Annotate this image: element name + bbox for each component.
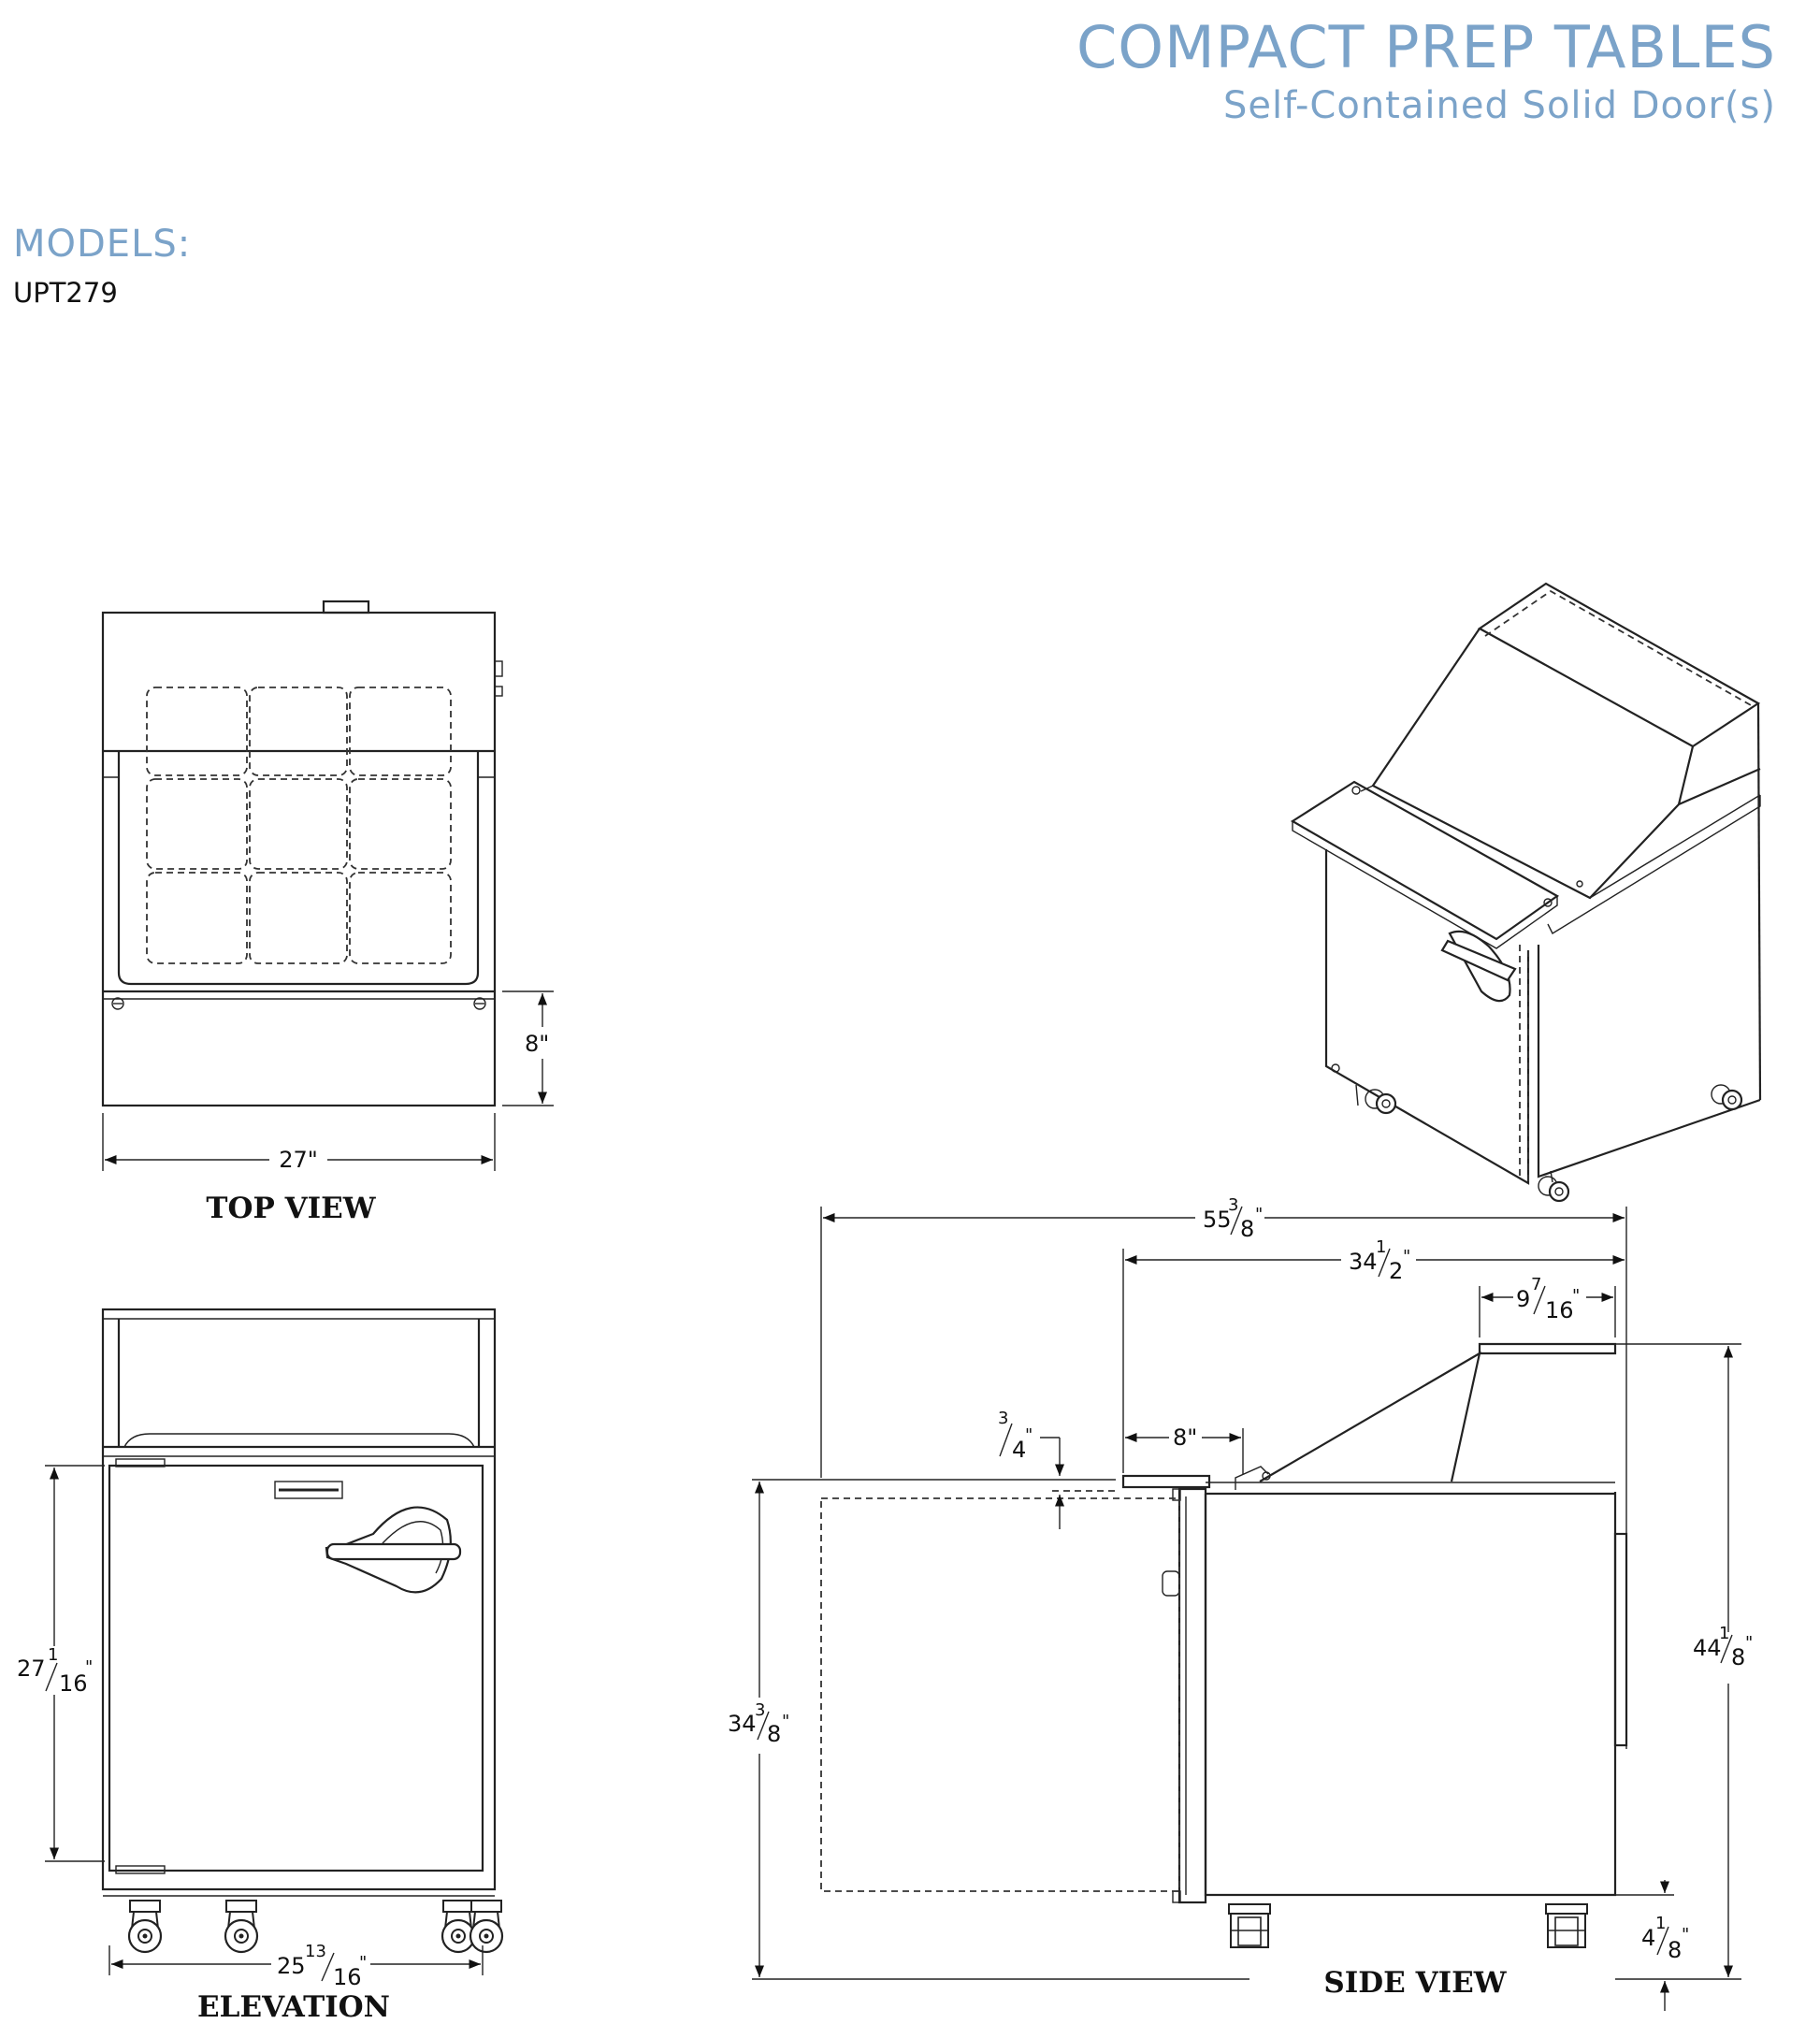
dim-side-total-depth-unit: " xyxy=(1255,1205,1264,1224)
dim-elev-width-den: 16 xyxy=(333,1964,362,1990)
dim-side-total-depth-whole: 55 xyxy=(1203,1207,1232,1233)
side-view-caption: SIDE VIEW xyxy=(1323,1966,1507,2000)
dim-elev-width-unit: " xyxy=(359,1953,368,1973)
dim-top-width xyxy=(103,1113,495,1173)
dim-side-total-height xyxy=(1615,1344,1753,1979)
dim-label-side-board-depth: 8" xyxy=(1173,1424,1198,1451)
dim-side-total-height-unit: " xyxy=(1745,1633,1754,1653)
dim-side-total-height-whole: 44 xyxy=(1693,1635,1722,1661)
elevation-caption: ELEVATION xyxy=(197,1990,390,2024)
dim-elev-door-height-num: 1 xyxy=(48,1645,59,1665)
dim-side-board-depth xyxy=(1125,1424,1243,1474)
dim-label-top-depth: 8" xyxy=(525,1031,550,1057)
dim-side-total-height-num: 1 xyxy=(1719,1624,1730,1643)
model-number: UPT279 xyxy=(13,277,118,309)
dim-side-top-depth-unit: " xyxy=(1572,1286,1581,1306)
page-title: COMPACT PREP TABLES xyxy=(1076,13,1776,81)
models-label: MODELS: xyxy=(13,223,192,266)
dim-side-work-height xyxy=(728,1482,1249,1979)
dim-elev-door-height-unit: " xyxy=(85,1657,94,1677)
dim-side-total-depth-num: 3 xyxy=(1228,1195,1239,1215)
dim-elev-width-num: 13 xyxy=(305,1942,326,1961)
dim-top-depth xyxy=(502,991,554,1106)
dim-side-body-depth xyxy=(1123,1237,1625,1473)
dim-side-top-depth xyxy=(1480,1275,1615,1337)
dim-side-board-thick-den: 4 xyxy=(1012,1437,1027,1463)
dim-side-caster-height xyxy=(1590,1880,1689,2011)
dim-elev-width xyxy=(109,1942,483,1990)
dim-side-total-depth-den: 8 xyxy=(1240,1216,1255,1242)
dim-side-body-depth-unit: " xyxy=(1403,1247,1411,1266)
dim-elev-door-height xyxy=(17,1466,105,1861)
dim-label-top-width: 27" xyxy=(279,1147,318,1173)
dim-side-body-depth-whole: 34 xyxy=(1349,1249,1378,1275)
dim-side-total-depth xyxy=(821,1195,1626,1749)
dim-side-board-thick-unit: " xyxy=(1025,1425,1033,1445)
page-subtitle: Self-Contained Solid Door(s) xyxy=(1222,84,1776,127)
dim-side-work-height-num: 3 xyxy=(755,1700,766,1720)
dim-side-board-thick xyxy=(998,1409,1060,1529)
top-view-caption: TOP VIEW xyxy=(206,1192,376,1225)
dim-side-body-depth-num: 1 xyxy=(1376,1237,1387,1257)
elevation-drawing xyxy=(103,1309,502,1952)
dim-side-board-thick-num: 3 xyxy=(998,1409,1009,1428)
dim-elev-door-height-den: 16 xyxy=(59,1670,88,1697)
dim-elev-width-whole: 25 xyxy=(277,1953,306,1979)
top-view-drawing xyxy=(103,601,502,1106)
dim-side-caster-height-den: 8 xyxy=(1668,1937,1683,1963)
dim-side-top-depth-num: 7 xyxy=(1531,1275,1542,1294)
dim-side-caster-height-num: 1 xyxy=(1655,1914,1667,1933)
dim-side-top-depth-whole: 9 xyxy=(1516,1286,1531,1312)
dim-side-work-height-whole: 34 xyxy=(728,1711,757,1737)
dim-side-caster-height-whole: 4 xyxy=(1641,1925,1656,1951)
dim-side-total-height-den: 8 xyxy=(1731,1644,1746,1670)
dim-elev-door-height-whole: 27 xyxy=(17,1655,46,1682)
dim-side-body-depth-den: 2 xyxy=(1389,1258,1404,1284)
dim-side-work-height-den: 8 xyxy=(767,1721,782,1747)
dim-side-top-depth-den: 16 xyxy=(1545,1297,1574,1323)
dim-side-caster-height-unit: " xyxy=(1682,1925,1690,1944)
isometric-drawing xyxy=(1293,584,1760,1201)
dim-side-work-height-unit: " xyxy=(782,1712,790,1731)
